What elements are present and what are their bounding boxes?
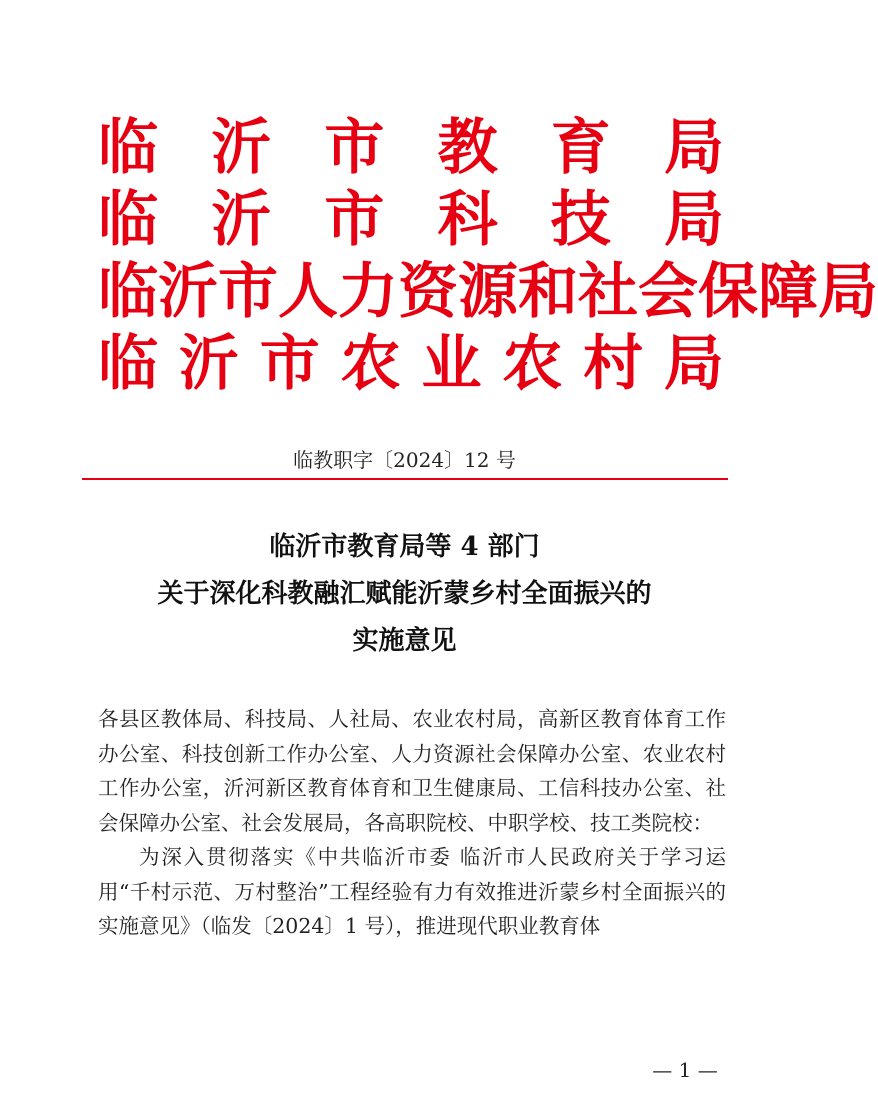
issuing-authorities-header [98, 112, 878, 400]
addressees-paragraph: 各县区教体局、科技局、人社局、农业农村局，高新区教育体育工作办公室、科技创新工作办公室、人力资源社会保障办公室、农业农村工作办公室，沂河新区教育体育和卫生健康局、工信科技办公室、社会保障办公室、社会发展局，各高职院校、中职学校、技工类院校： [98, 707, 726, 835]
header-char: 和 [518, 257, 578, 327]
header-char: 障 [758, 257, 818, 327]
header-char: 科 [437, 185, 498, 255]
header-line-agriculture-bureau [98, 328, 724, 400]
header-line-science-bureau [98, 184, 724, 256]
header-char: 沂 [211, 185, 272, 255]
header-char: 市 [218, 257, 278, 327]
header-char: 局 [663, 329, 724, 399]
header-char: 村 [583, 329, 644, 399]
title-line-2: 关于深化科教融汇赋能沂蒙乡村全面振兴的 [157, 579, 652, 609]
title-line-3: 实施意见 [352, 626, 457, 656]
header-char: 力 [338, 257, 398, 327]
header-char: 源 [458, 257, 518, 327]
header-char: 会 [638, 257, 698, 327]
header-char: 资 [398, 257, 458, 327]
header-char: 市 [324, 113, 385, 183]
header-char: 人 [278, 257, 338, 327]
header-char: 农 [502, 329, 563, 399]
header-char: 农 [340, 329, 401, 399]
header-char: 业 [421, 329, 482, 399]
header-char: 局 [818, 257, 878, 327]
page-number: — 1 — [652, 1058, 718, 1082]
header-char: 市 [324, 185, 385, 255]
header-line-education-bureau [98, 112, 724, 184]
header-char: 社 [578, 257, 638, 327]
header-char: 育 [550, 113, 611, 183]
header-char: 教 [437, 113, 498, 183]
header-char: 沂 [178, 329, 239, 399]
header-char: 临 [98, 185, 158, 255]
title-line-1: 临沂市教育局等 4 部门 [269, 532, 540, 562]
document-title [0, 524, 809, 665]
header-char: 市 [259, 329, 320, 399]
header-char: 临 [98, 113, 158, 183]
red-divider-line [82, 478, 728, 480]
body-paragraph-1: 为深入贯彻落实《中共临沂市委 临沂市人民政府关于学习运用“千村示范、万村整治”工程经验有力有效推进沂蒙乡村全面振兴的实施意见》（临发〔2024〕1 号），推进现代职业教育体 [98, 845, 726, 938]
header-char: 临 [98, 329, 158, 399]
header-char: 临 [98, 257, 158, 327]
header-line-hr-bureau [98, 256, 878, 328]
header-char: 沂 [211, 113, 272, 183]
document-body [98, 702, 726, 944]
header-char: 保 [698, 257, 758, 327]
header-char: 局 [663, 185, 724, 255]
header-char: 局 [663, 113, 724, 183]
header-char: 技 [550, 185, 611, 255]
header-char: 沂 [158, 257, 218, 327]
document-number: 临教职字〔2024〕12 号 [293, 448, 516, 472]
